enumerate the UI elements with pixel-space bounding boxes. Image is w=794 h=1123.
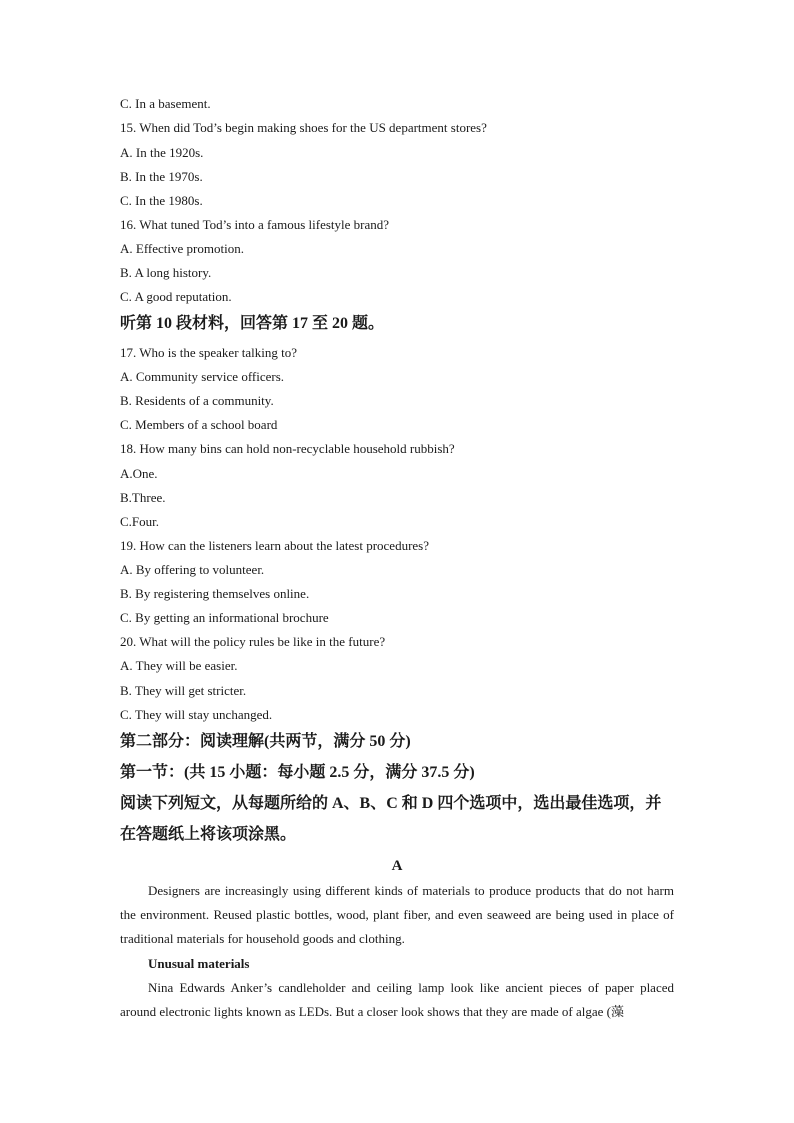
option-b-q20: B. They will get stricter. [120,683,247,698]
option-c-q15: C. In the 1980s. [120,193,203,208]
option-b-q18: B.Three. [120,490,166,505]
option-c-q17: C. Members of a school board [120,417,278,432]
part-two-heading: 第二部分：阅读理解(共两节，满分 50 分) [120,733,411,750]
option-b-q16: B. A long history. [120,265,212,280]
option-a-q15: A. In the 1920s. [120,145,204,160]
instruction-line-1: 阅读下列短文，从每题所给的 A、B、C 和 D 四个选项中，选出最佳选项，并 [120,795,662,812]
option-c-q16: C. A good reputation. [120,289,232,304]
option-a-q20: A. They will be easier. [120,658,238,673]
question-20: 20. What will the policy rules be like in the future? [120,634,386,649]
passage-paragraph-2: Nina Edwards Anker’s candleholder and ceiling lamp look like ancient pieces of paper placed around electronic lights known as LEDs. But a closer look shows that they are made of algae (藻 [120,980,674,1019]
option-c-q19: C. By getting an informational brochure [120,610,329,625]
option-b-q17: B. Residents of a community. [120,393,274,408]
option-a-q18: A.One. [120,466,158,481]
question-16: 16. What tuned Tod’s into a famous lifestyle brand? [120,217,390,232]
passage-subheading: Unusual materials [148,956,250,971]
option-a-q19: A. By offering to volunteer. [120,562,265,577]
option-c-q18: C.Four. [120,514,160,529]
section-10-heading: 听第 10 段材料，回答第 17 至 20 题。 [120,315,385,332]
option-c-q14: C. In a basement. [120,96,211,111]
passage-label: A [391,858,403,874]
instruction-line-2: 在答题纸上将该项涂黑。 [120,826,297,843]
question-17: 17. Who is the speaker talking to? [120,345,298,360]
option-b-q15: B. In the 1970s. [120,169,203,184]
option-c-q20: C. They will stay unchanged. [120,707,273,722]
option-a-q17: A. Community service officers. [120,369,285,384]
question-15: 15. When did Tod’s begin making shoes for the US department stores? [120,120,487,135]
option-a-q16: A. Effective promotion. [120,241,244,256]
passage-paragraph-1: Designers are increasingly using different kinds of materials to produce products that do not harm the environment. Reused plastic bottles, wood, plant fiber, and even seaweed are being used in place of traditional materials for household goods and clothing. [120,883,674,946]
section-one-heading: 第一节：(共 15 小题：每小题 2.5 分，满分 37.5 分) [120,764,475,781]
option-b-q19: B. By registering themselves online. [120,586,310,601]
question-19: 19. How can the listeners learn about the latest procedures? [120,538,429,553]
question-18: 18. How many bins can hold non-recyclable household rubbish? [120,441,455,456]
